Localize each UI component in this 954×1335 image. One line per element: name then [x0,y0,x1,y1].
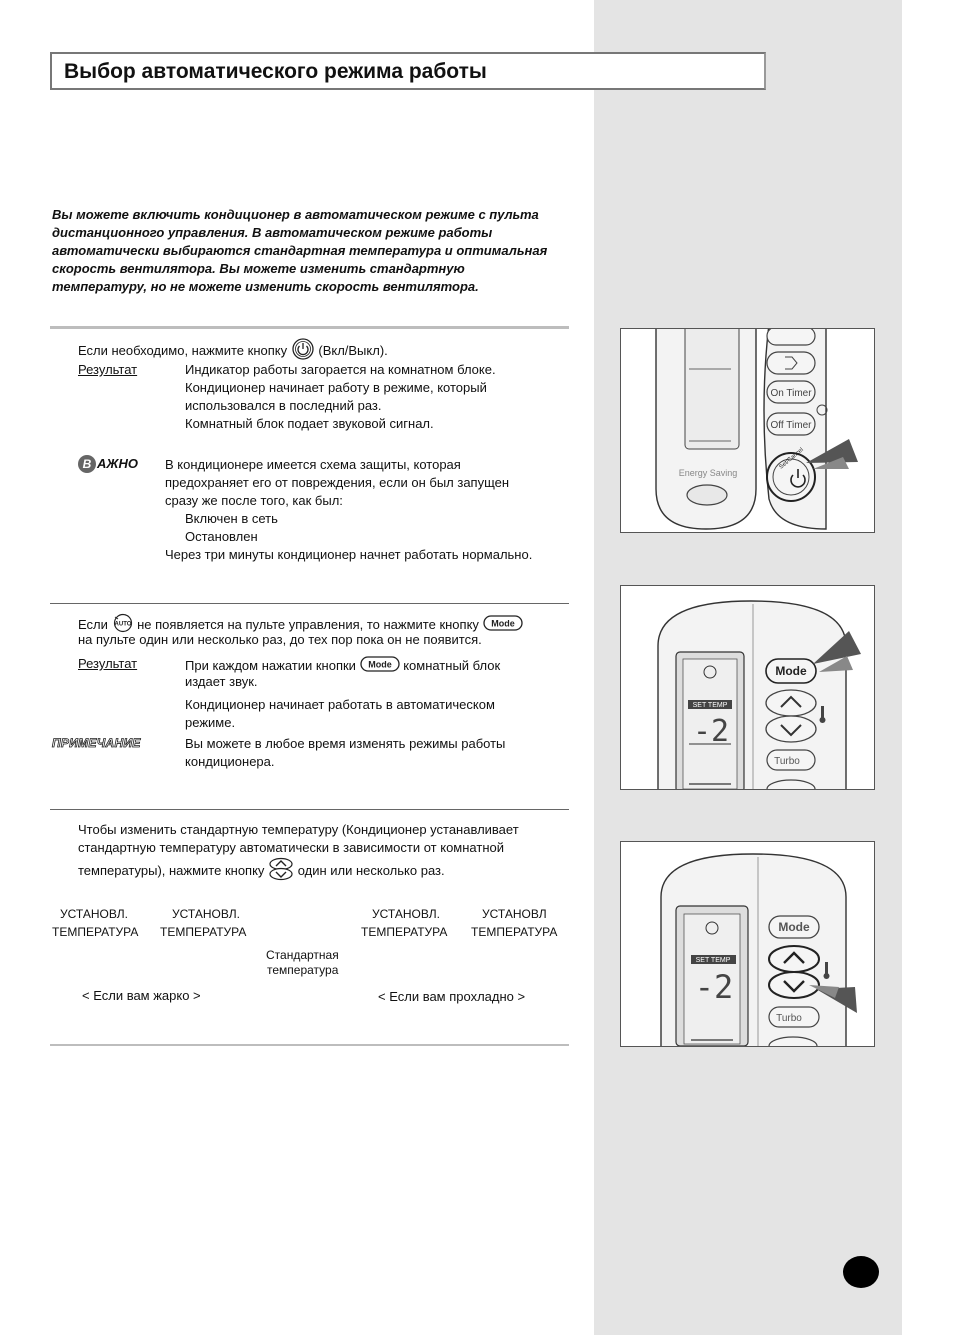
step2-text-a: Если [78,616,108,632]
step3-text-a: температуры), нажмите кнопку [78,862,265,878]
if-cool-label: < Если вам прохладно > [378,989,526,1004]
important-line-3: сразу же после того, как был: [165,493,343,508]
step1-result-line-4: Комнатный блок подает звуковой сигнал. [185,416,434,431]
temp-col-3-line-1: УСТАНОВЛ. [372,907,440,921]
important-badge-rest: АЖНО [97,456,138,471]
step2-result-a-text-1: При каждом нажатии кнопки [185,657,356,673]
step2-result-a3: издает звук. [185,674,258,689]
off-timer-label: Off Timer [770,420,812,431]
intro-paragraph: Вы можете включить кондиционер в автоматическом режиме с пульта дистанционного управления. В автоматическом режиме работы автоматически выбираются стандартная температура и оптимальная скорость вентилятора. Вы можете изменить стандартную температуру, но не можете изменить скорость вентилятора. [52,207,548,294]
set-cancel-label: Set/Cancel [778,447,805,471]
set-temp-label: SET TEMP [692,702,728,709]
step2-text-b: не появляется на пульте управления, то нажмите кнопку [137,616,479,632]
temp-display-value-2: -2 [694,968,734,1006]
remote-illustration-mode [620,585,875,790]
step2-line-2: на пульте один или несколько раз, до тех пор пока он не появится. [78,632,482,647]
step2-result-b1: Кондиционер начинает работать в автоматическом [185,697,495,712]
step1-text-a: Если необходимо, нажмите кнопку [78,342,288,358]
svg-text:AUTO: AUTO [114,621,131,628]
mode-button-icon [483,614,523,637]
if-hot-label: < Если вам жарко > [82,988,201,1003]
temp-col-1-line-1: УСТАНОВЛ. [60,907,128,921]
important-item-2: Остановлен [185,529,258,544]
remote-illustration-power [620,328,875,533]
standard-temp-line-2: температура [267,963,339,977]
step1-result-label: Результат [78,362,138,377]
mode-button-icon-small [360,655,400,678]
set-temp-label-2: SET TEMP [695,957,731,964]
svg-text:Mode: Mode [490,618,515,629]
temp-col-3-line-2: ТЕМПЕРАТУРА [361,925,448,939]
mode-button-label-2: Mode [778,920,810,934]
important-line-1: В кондиционере имеется схема защиты, которая [165,457,461,472]
turbo-label-2: Turbo [776,1013,802,1024]
remote-illustration-temp [620,841,875,1047]
temp-col-4-line-2: ТЕМПЕРАТУРА [471,925,558,939]
page-number-dot [843,1256,879,1288]
step1-text-b: (Вкл/Выкл). [318,342,388,358]
page-title: Выбор автоматического режима работы [64,60,487,83]
temp-col-4-line-1: УСТАНОВЛ [482,907,547,921]
title-box [50,52,766,90]
step1-result-line-3: использовался в последний раз. [185,398,382,413]
temp-col-2-line-1: УСТАНОВЛ. [172,907,240,921]
section-divider-4 [50,1044,569,1046]
important-item-1: Включен в сеть [185,511,278,526]
important-badge-letter: В [78,455,96,473]
step2-result-a-text-2: комнатный блок [403,657,501,673]
energy-saving-label: Energy Saving [678,468,738,478]
temp-display-value: -2 [692,714,730,749]
step3-line-3 [78,857,445,886]
note-line-1: Вы можете в любое время изменять режимы работы [185,736,506,751]
temp-col-2-line-2: ТЕМПЕРАТУРА [160,925,247,939]
step1-result-line-1: Индикатор работы загорается на комнатном блоке. [185,362,496,377]
note-label: ПРИМЕЧАНИЕ [52,736,141,750]
mode-button-label: Mode [775,664,807,678]
important-line-2: предохраняет его от повреждения, если он был запущен [165,475,510,490]
section-divider-1 [50,326,569,329]
step3-line-1: Чтобы изменить стандартную температуру (Кондиционер устанавливает [78,822,519,837]
section-divider-3 [50,809,569,810]
step2-result-label: Результат [78,656,138,671]
temp-up-down-icon [268,857,294,886]
step3-line-2: стандартную температуру автоматически в зависимости от комнатной [78,840,504,855]
important-end: Через три минуты кондиционер начнет работать нормально. [165,547,533,562]
turbo-label: Turbo [774,756,800,767]
temp-col-1-line-2: ТЕМПЕРАТУРА [52,925,139,939]
step3-text-b: один или несколько раз. [297,862,445,878]
section-divider-2 [50,603,569,604]
important-badge [78,455,138,473]
svg-text:Mode: Mode [367,659,392,670]
step2-result-b2: режиме. [185,715,236,730]
standard-temp-line-1: Стандартная [266,948,339,962]
on-timer-label: On Timer [770,388,812,399]
note-line-2: кондиционера. [185,754,275,769]
step1-result-line-2: Кондиционер начинает работу в режиме, который [185,380,487,395]
